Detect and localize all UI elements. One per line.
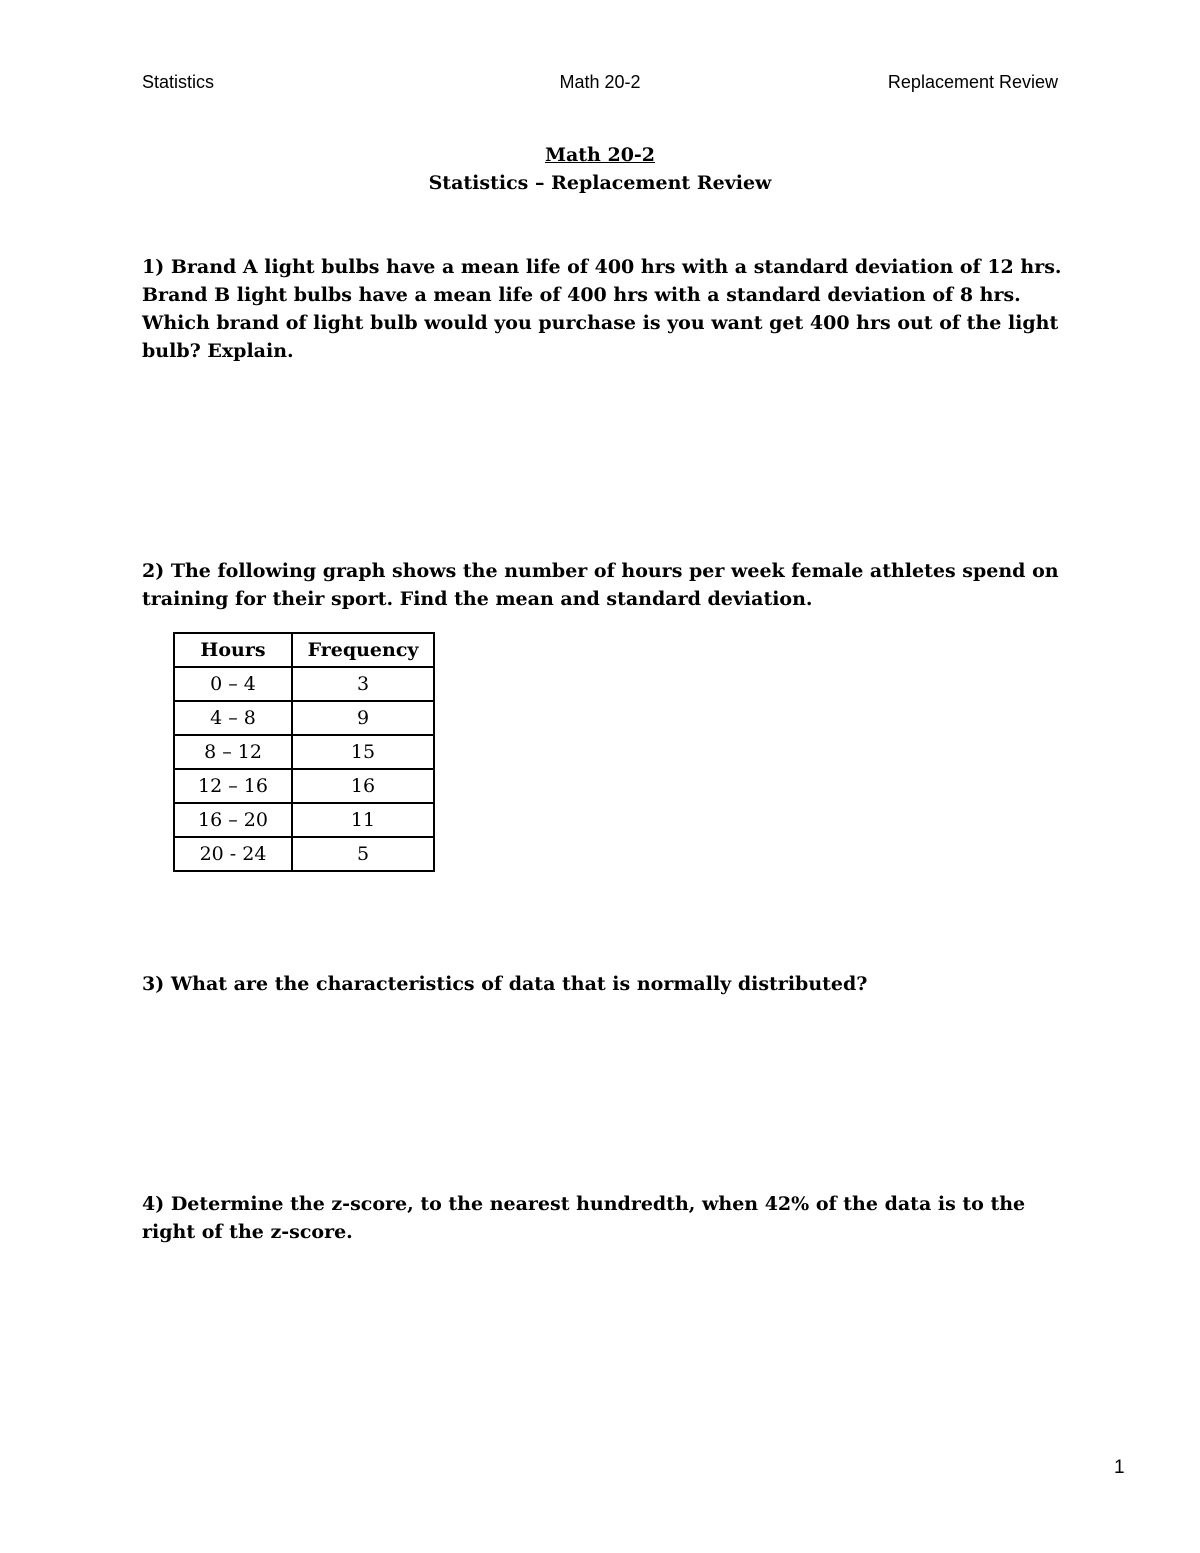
table-row	[174, 735, 434, 769]
question-3: 3) What are the characteristics of data that is normally distributed?	[142, 973, 868, 995]
cell-hours: 12 – 16	[174, 769, 292, 803]
table-row	[174, 701, 434, 735]
cell-frequency: 16	[292, 769, 434, 803]
cell-hours: 0 – 4	[174, 667, 292, 701]
column-header-frequency: Frequency	[292, 633, 434, 667]
cell-frequency: 5	[292, 837, 434, 871]
document-title	[0, 141, 1200, 197]
header-right: Replacement Review	[887, 72, 1058, 92]
page-header	[142, 72, 1058, 100]
cell-hours: 20 - 24	[174, 837, 292, 871]
table-header-row	[174, 633, 434, 667]
title-subtitle: Statistics – Replacement Review	[428, 172, 772, 194]
header-center: Math 20-2	[559, 72, 641, 92]
column-header-hours: Hours	[174, 633, 292, 667]
table-row	[174, 667, 434, 701]
cell-hours: 16 – 20	[174, 803, 292, 837]
question-2: 2) The following graph shows the number of hours per week female athletes spend on training for their sport. Find the mean and standard deviation.	[142, 560, 1059, 610]
question-4: 4) Determine the z-score, to the nearest hundredth, when 42% of the data is to the right of the z-score.	[142, 1193, 1026, 1243]
header-left: Statistics	[142, 72, 215, 92]
cell-frequency: 11	[292, 803, 434, 837]
question-1: 1) Brand A light bulbs have a mean life of 400 hrs with a standard deviation of 12 hrs. Brand B light bulbs have a mean life of 400 hrs with a standard deviation of 8 hrs. Which brand of light bulb would you purchase is you want get 400 hrs out of the light bulb? Explain.	[142, 256, 1062, 362]
table-row	[174, 769, 434, 803]
title-course: Math 20-2	[544, 144, 656, 166]
cell-frequency: 9	[292, 701, 434, 735]
table-row	[174, 837, 434, 871]
cell-frequency: 3	[292, 667, 434, 701]
page-number: 1	[1114, 1457, 1125, 1478]
frequency-table	[173, 632, 435, 872]
cell-hours: 8 – 12	[174, 735, 292, 769]
cell-frequency: 15	[292, 735, 434, 769]
cell-hours: 4 – 8	[174, 701, 292, 735]
table-row	[174, 803, 434, 837]
